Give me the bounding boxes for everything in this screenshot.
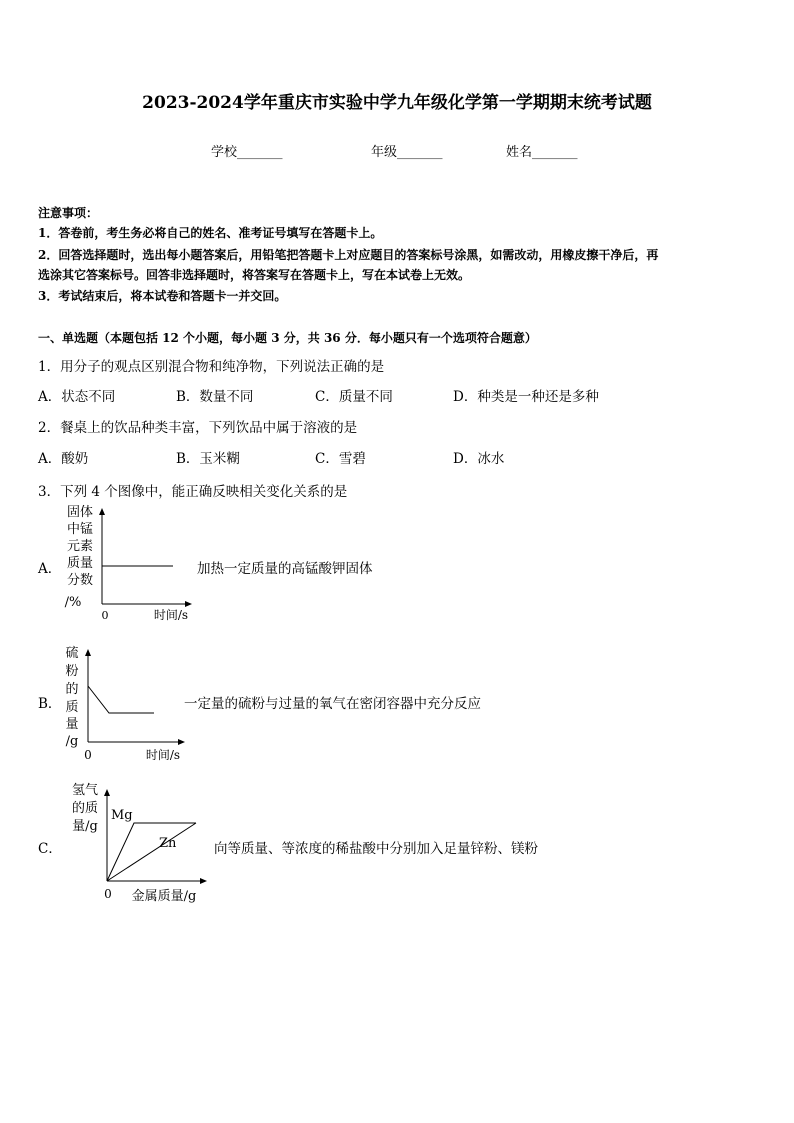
question-2-stem: 2．餐桌上的饮品种类丰富，下列饮品中属于溶液的是 — [38, 420, 358, 436]
notice-heading: 注意事项： — [38, 206, 99, 220]
y-axis-label: 质量 — [66, 556, 94, 571]
origin-label: 0 — [101, 609, 109, 622]
y-axis-label: /% — [64, 595, 82, 610]
q3-option-a-letter: A． — [38, 561, 62, 577]
y-axis-arrow — [85, 649, 91, 656]
q1-option-b: B．数量不同 — [176, 389, 254, 405]
q3-option-a-graph — [55, 500, 205, 628]
graph-line — [88, 686, 154, 713]
school-field: 学校_______ — [211, 145, 283, 160]
origin-label: 0 — [104, 887, 112, 901]
mg-label: Mg — [111, 808, 133, 823]
y-axis-label: 粉 — [65, 664, 79, 679]
y-axis-label: 分数 — [66, 573, 94, 588]
page-title: 2023-2024学年重庆市实验中学九年级化学第一学期期末统考试题 — [142, 93, 652, 113]
name-field: 姓名_______ — [506, 145, 578, 160]
y-axis-arrow — [104, 789, 110, 796]
y-axis-label: 氢气 — [71, 783, 99, 798]
y-axis-arrow — [99, 508, 105, 515]
question-3-stem: 3．下列 4 个图像中，能正确反映相关变化关系的是 — [38, 484, 348, 500]
notice-item: 2．回答选择题时，选出每小题答案后，用铅笔把答题卡上对应题目的答案标号涂黑，如需改动，用橡皮擦干净后，再 — [38, 248, 659, 262]
q1-option-c: C．质量不同 — [315, 389, 393, 405]
x-axis-label: 金属质量/g — [131, 889, 197, 904]
q3-option-b-letter: B． — [38, 696, 62, 712]
y-axis-label: 中锰 — [66, 522, 94, 537]
zn-label: Zn — [159, 836, 177, 851]
q3-option-c-graph — [60, 778, 220, 906]
notice-item: 1．答卷前，考生务必将自己的姓名、准考证号填写在答题卡上。 — [38, 226, 383, 240]
y-axis-label: /g — [65, 734, 79, 749]
q3-option-b-desc: 一定量的硫粉与过量的氧气在密闭容器中充分反应 — [184, 696, 481, 712]
notice-item: 选涂其它答案标号。回答非选择题时，将答案写在答题卡上，写在本试卷上无效。 — [38, 268, 471, 282]
x-axis-arrow — [178, 739, 185, 745]
y-axis-label: 量/g — [72, 819, 98, 834]
q3-option-b-graph — [55, 641, 205, 769]
y-axis-label: 的 — [65, 682, 79, 697]
x-axis-arrow — [200, 878, 207, 884]
y-axis-label: 硫 — [65, 646, 79, 661]
x-axis-label: 时间/s — [145, 748, 181, 762]
x-axis-label: 时间/s — [153, 608, 189, 622]
grade-field: 年级_______ — [371, 145, 443, 160]
q2-option-c: C．雪碧 — [315, 451, 366, 467]
q1-option-d: D．种类是一种还是多种 — [453, 389, 599, 405]
origin-label: 0 — [84, 748, 92, 762]
q3-option-a-desc: 加热一定质量的高锰酸钾固体 — [197, 561, 373, 577]
section-heading: 一、单选题（本题包括 12 个小题，每小题 3 分，共 36 分．每小题只有一个选项符合题意） — [38, 331, 537, 345]
question-1-stem: 1．用分子的观点区别混合物和纯净物，下列说法正确的是 — [38, 359, 385, 375]
y-axis-label: 固体 — [66, 505, 94, 520]
notice-item: 3．考试结束后，将本试卷和答题卡一并交回。 — [38, 289, 287, 303]
q3-option-c-desc: 向等质量、等浓度的稀盐酸中分别加入足量锌粉、镁粉 — [214, 841, 538, 857]
q1-option-a: A．状态不同 — [38, 389, 116, 405]
y-axis-label: 的质 — [71, 801, 99, 816]
q2-option-b: B．玉米糊 — [176, 451, 240, 467]
q2-option-d: D．冰水 — [453, 451, 505, 467]
y-axis-label: 量 — [65, 717, 79, 732]
q2-option-a: A．酸奶 — [38, 451, 89, 467]
q3-option-c-letter: C． — [38, 841, 62, 857]
y-axis-label: 元素 — [66, 539, 94, 554]
x-axis-arrow — [185, 601, 192, 607]
y-axis-label: 质 — [65, 700, 79, 715]
